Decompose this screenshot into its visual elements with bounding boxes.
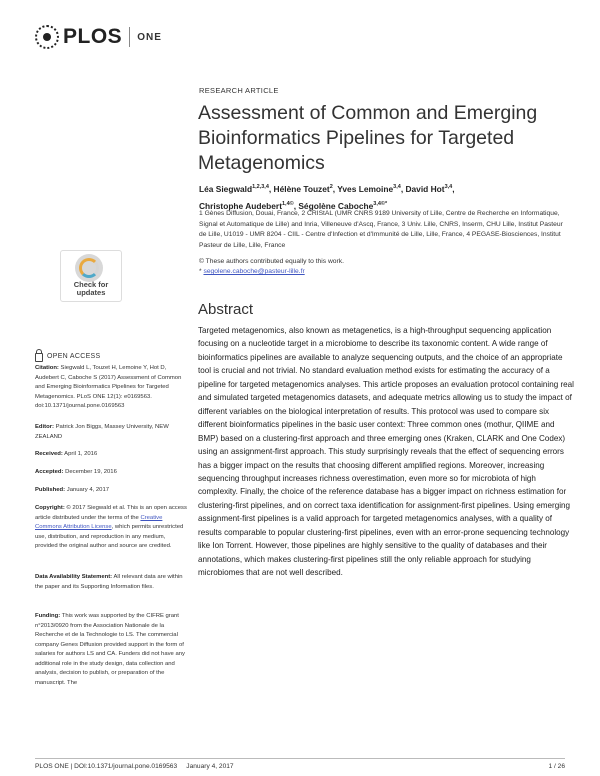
email-marker: * bbox=[199, 268, 204, 275]
author-affil: 3,4 bbox=[393, 184, 401, 190]
abstract-heading: Abstract bbox=[198, 301, 254, 318]
check-updates-icon bbox=[75, 254, 103, 282]
abstract-text: Targeted metagenomics, also known as metagenetics, is a high-throughput sequencing application focusing on a nucleotide target in a microbiome to describe its taxonomic content. A wide range of bioinformatics pipelines are available to analyze sequencing outputs, and the choice of an appropriate tool is crucial and not trivial. No standard evaluation method exists for estimating the accuracy of a pipeline for targeted metagenomics analyses. This article proposes an evaluation protocol containing real and simulated targeted metagenomics datasets, and adequate metrics allowing us to study the impact of different variables on the biological interpretation of results. This protocol was used to compare six different bioinformatics pipelines in the basic user context: Three common ones (mothur, QIIME and BMP) based on a clustering-first approach and three emerging ones (Kraken, CLARK and One Codex) using an assignment-first approach. This study surprisingly reveals that the effect of sequencing errors has a bigger impact on the results that choosing different amplified regions. Moreover, increasing sequencing throughput increases richness overestimation, even more so for microbiota of high complexity. Finally, the choice of the reference database has a bigger impact on richness estimation for clustering-first pipelines, and on correct taxa identification for assignment-first pipelines. Using emerging assignment-first pipelines is a valid approach for targeted metagenomics analyses, with a quality of results comparable to popular clustering-first pipelines, even with an error-prone sequencing technology like Ion Torrent. However, those pipelines are highly sensitive to the quality of databases and their annotations, which makes clustering-first pipelines still the only reliable approach for studying microbiomes that are not well described. bbox=[198, 326, 574, 578]
published-date: January 4, 2017 bbox=[66, 487, 109, 493]
check-updates-line2: updates bbox=[76, 288, 106, 297]
citation-block bbox=[35, 364, 189, 412]
article-type: RESEARCH ARTICLE bbox=[199, 86, 279, 95]
author-affil: 1,2,3,4 bbox=[252, 184, 269, 190]
author-affil: 3,4 bbox=[444, 184, 453, 190]
author: Ségolène Caboche bbox=[298, 200, 374, 211]
data-availability-text: All relevant data are within the paper and its Supporting Information files. bbox=[35, 574, 183, 590]
funding-block bbox=[35, 612, 189, 688]
page-number: 1 / 26 bbox=[548, 763, 565, 770]
check-updates-line1: Check for bbox=[73, 280, 109, 289]
journal-sub: ONE bbox=[137, 31, 162, 43]
author-list: Léa Siegwald$^{1,2,3,4}$, Hélène Touzet$^2$, Yves Lemoine$^{3,4}$, David Hot$^{3,4}$, Christophe Audebert$^{1,4©}$, Ségolène Caboche$^{3,4©*}$ bbox=[199, 183, 455, 211]
email-link[interactable]: segolene.caboche@pasteur-lille.fr bbox=[203, 268, 305, 275]
affiliations: 1 Gènes Diffusion, Douai, France, 2 CRIStAL (UMR CNRS 9189 University of Lille, Centre de Recherche en Informatique, Signal et Automatique de Lille) and Inria, Villeneuve d'Ascq, France, 3 Univ. Lille, CNRS, Inserm, CHU Lille, Institut Pasteur de Lille, U1019 - UMR 8204 - CIIL - Centre d'Infection et d'Immunité de Lille, Lille, France, 4 PEGASE-Biosciences, Institut Pasteur de Lille, Lille, France bbox=[199, 210, 563, 249]
accepted-block bbox=[35, 468, 189, 478]
license-link[interactable]: Creative Commons Attribution License bbox=[35, 514, 163, 530]
copyright-text: © 2017 Siegwald et al. This is an open access article distributed under the terms of the bbox=[35, 505, 187, 521]
author-notes bbox=[199, 257, 569, 277]
journal-logo bbox=[35, 22, 162, 52]
footer-left bbox=[35, 763, 234, 770]
received-date: April 1, 2016 bbox=[64, 451, 98, 457]
citation-text: Siegwald L, Touzet H, Lemoine Y, Hot D, Audebert C, Caboche S (2017) Assessment of Common and Emerging Bioinformatics Pipelines for Targeted Metagenomics. PLoS ONE 12(1): e0169563. doi:10.1371/journal.pone.0169563 bbox=[35, 365, 182, 409]
copyright-label: Copyright: bbox=[35, 505, 65, 511]
corresponding-marker: * bbox=[384, 200, 388, 207]
open-lock-icon bbox=[35, 353, 43, 362]
author-affil: 3,4© bbox=[373, 200, 385, 207]
received-label: Received: bbox=[35, 451, 63, 457]
copyright-block bbox=[35, 504, 189, 552]
footer-date: January 4, 2017 bbox=[186, 763, 234, 770]
correspondence bbox=[199, 267, 569, 277]
editor-block bbox=[35, 423, 189, 442]
received-block bbox=[35, 450, 189, 460]
published-block bbox=[35, 486, 189, 496]
accepted-label: Accepted: bbox=[35, 469, 64, 475]
author: Hélène Touzet bbox=[273, 183, 330, 194]
data-availability-label: Data Availability Statement: bbox=[35, 574, 113, 580]
copyright-text-end: , which permits unrestricted use, distribution, and reproduction in any medium, provided the original author and source are credited. bbox=[35, 524, 184, 549]
editor-text: Patrick Jon Biggs, Massey University, NEW ZEALAND bbox=[35, 424, 169, 440]
plos-logo-icon bbox=[35, 25, 59, 49]
citation-label: Citation: bbox=[35, 365, 59, 371]
check-updates-label bbox=[61, 281, 121, 297]
published-label: Published: bbox=[35, 487, 66, 493]
open-access-badge bbox=[35, 350, 100, 362]
author: Christophe Audebert bbox=[199, 200, 282, 211]
journal-name: PLOS bbox=[63, 25, 123, 48]
logo-divider bbox=[129, 27, 130, 47]
check-for-updates-button[interactable] bbox=[60, 250, 122, 302]
footer-doi: PLOS ONE | DOI:10.1371/journal.pone.0169563 bbox=[35, 763, 178, 770]
article-title: Assessment of Common and Emerging Bioinformatics Pipelines for Targeted Metagenomics bbox=[198, 102, 538, 174]
data-availability-block bbox=[35, 573, 189, 592]
author: David Hot bbox=[405, 183, 445, 194]
editor-label: Editor: bbox=[35, 424, 54, 430]
author: Léa Siegwald bbox=[199, 183, 253, 194]
author: Yves Lemoine bbox=[337, 183, 394, 194]
author-affil: 2 bbox=[329, 184, 333, 190]
author-affil: 1,4© bbox=[281, 200, 294, 207]
funding-text: This work was supported by the CIFRE grant n°2013/0920 from the Association Nationale de la Recherche et de la Technologie to LS. The commercial company Genes Diffusion provided support in the form of salaries for authors LS and CA. Funders did not have any additional role in the study design, data collection and analysis, decision to publish, or preparation of the manuscript. The bbox=[35, 613, 185, 686]
funding-label: Funding: bbox=[35, 613, 61, 619]
footer-divider bbox=[35, 758, 565, 759]
accepted-date: December 19, 2016 bbox=[65, 469, 117, 475]
open-access-label: OPEN ACCESS bbox=[47, 352, 101, 360]
equal-contribution-note: © These authors contributed equally to this work. bbox=[199, 258, 344, 265]
